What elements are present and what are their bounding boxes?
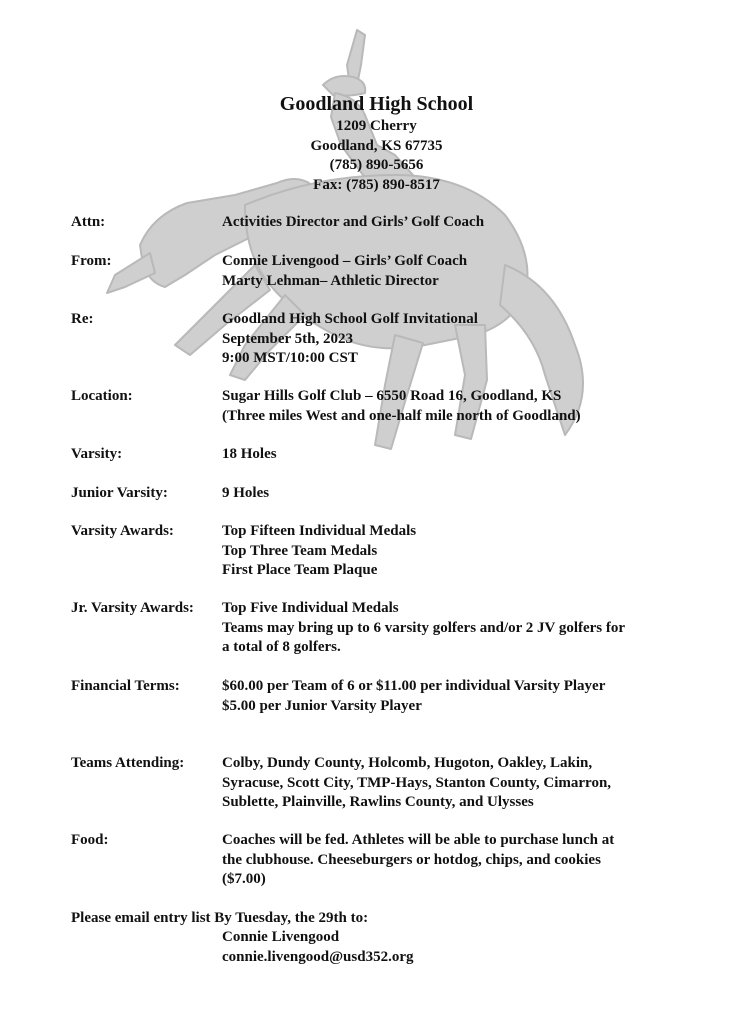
location-line: (Three miles West and one-half mile north of Goodland): [222, 407, 581, 424]
award-line: Top Fifteen Individual Medals: [222, 523, 417, 539]
event-name: Goodland High School Golf Invitational: [222, 311, 478, 327]
jv-awards-label: Jr. Varsity Awards:: [71, 600, 194, 616]
award-line: First Place Team Plaque: [222, 562, 378, 578]
teams-line: Colby, Dundy County, Holcomb, Hugoton, Oakley, Lakin,: [222, 755, 593, 771]
food-label: Food:: [71, 832, 109, 848]
contact-name: Connie Livengood: [222, 929, 340, 945]
fee-line: $5.00 per Junior Varsity Player: [222, 697, 422, 714]
attn-label: Attn:: [71, 214, 106, 230]
school-name: Goodland High School: [279, 93, 474, 115]
from-line: Marty Lehman– Athletic Director: [222, 272, 439, 289]
from-line: Connie Livengood – Girls’ Golf Coach: [222, 253, 468, 269]
award-line: Teams may bring up to 6 varsity golfers and/or 2 JV golfers for: [222, 619, 626, 636]
varsity-value: 18 Holes: [222, 446, 277, 462]
jv-label: Junior Varsity:: [71, 485, 168, 501]
from-label: From:: [71, 253, 112, 269]
letterhead: [0, 92, 753, 195]
food-line: the clubhouse. Cheeseburgers or hotdog, chips, and cookies: [222, 851, 601, 868]
food-line: ($7.00): [222, 871, 266, 887]
food-line: Coaches will be fed. Athletes will be able to purchase lunch at: [222, 832, 615, 848]
attn-value: Activities Director and Girls’ Golf Coach: [222, 214, 485, 230]
varsity-label: Varsity:: [71, 446, 123, 462]
email-instruction: Please email entry list By Tuesday, the 29th to:: [71, 910, 369, 926]
jv-value: 9 Holes: [222, 485, 270, 501]
event-date: September 5th, 2023: [222, 330, 353, 347]
school-street: 1209 Cherry: [336, 118, 417, 134]
re-label: Re:: [71, 311, 94, 327]
teams-line: Sublette, Plainville, Rawlins County, and Ulysses: [222, 794, 534, 810]
location-label: Location:: [71, 388, 133, 404]
event-time: 9:00 MST/10:00 CST: [222, 350, 358, 366]
school-phone: (785) 890-5656: [329, 157, 424, 173]
location-line: Sugar Hills Golf Club – 6550 Road 16, Goodland, KS: [222, 388, 562, 404]
teams-line: Syracuse, Scott City, TMP-Hays, Stanton County, Cimarron,: [222, 774, 612, 791]
financial-label: Financial Terms:: [71, 678, 180, 694]
school-city: Goodland, KS 67735: [310, 137, 443, 154]
fee-line: $60.00 per Team of 6 or $11.00 per individual Varsity Player: [222, 678, 606, 694]
teams-label: Teams Attending:: [71, 755, 185, 771]
award-line: Top Five Individual Medals: [222, 600, 399, 616]
award-line: Top Three Team Medals: [222, 542, 378, 559]
school-fax: Fax: (785) 890-8517: [313, 176, 440, 193]
varsity-awards-label: Varsity Awards:: [71, 523, 174, 539]
contact-email-link[interactable]: connie.livengood@usd352.org: [222, 948, 414, 965]
award-line: a total of 8 golfers.: [222, 639, 341, 655]
